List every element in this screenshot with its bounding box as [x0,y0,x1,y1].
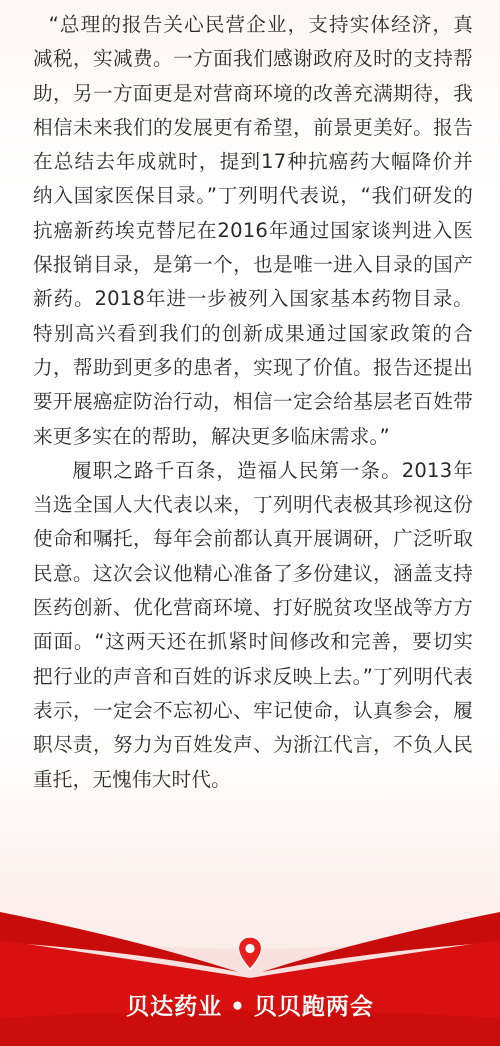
footer-banner [0,900,500,1046]
article-paragraph-1: “总理的报告关心民营企业，支持实体经济，真减税，实减费。一方面我们感谢政府及时的支持帮助，另一方面更是对营商环境的改善充满期待，我相信未来我们的发展更有希望，前景更美好。报告在总结去年成就时，提到17种抗癌药大幅降价并纳入国家医保目录。”丁列明代表说，“我们研发的抗癌新药埃克替尼在2016年通过国家谈判进入医保报销目录，是第一个，也是唯一进入目录的国产新药。2018年进一步被列入国家基本药物目录。特别高兴看到我们的创新成果通过国家政策的合力，帮助到更多的患者，实现了价值。报告还提出要开展癌症防治行动，相信一定会给基层老百姓带来更多实在的帮助，解决更多临床需求。” [33,13,473,448]
slogan-campaign: 贝贝跑两会 [253,994,374,1020]
footer-ribbon-graphic [0,900,500,1046]
slogan-separator: • [230,994,246,1020]
location-pin-icon [237,936,263,970]
footer-slogan [0,988,500,1021]
slogan-company: 贝达药业 [126,994,223,1020]
article-body [33,8,473,797]
article-paragraph-2: 履职之路千百条，造福人民第一条。2013年当选全国人大代表以来，丁列明代表极其珍视这份使命和嘱托，每年会前都认真开展调研，广泛听取民意。这次会议他精心准备了多份建议，涵盖支持医药创新、优化营商环境、打好脱贫攻坚战等方方面面。“这两天还在抓紧时间修改和完善，要切实把行业的声音和百姓的诉求反映上去。”丁列明代表表示，一定会不忘初心、牢记使命，认真参会，履职尽责，努力为百姓发声、为浙江代言，不负人民重托，无愧伟大时代。 [33,458,473,791]
